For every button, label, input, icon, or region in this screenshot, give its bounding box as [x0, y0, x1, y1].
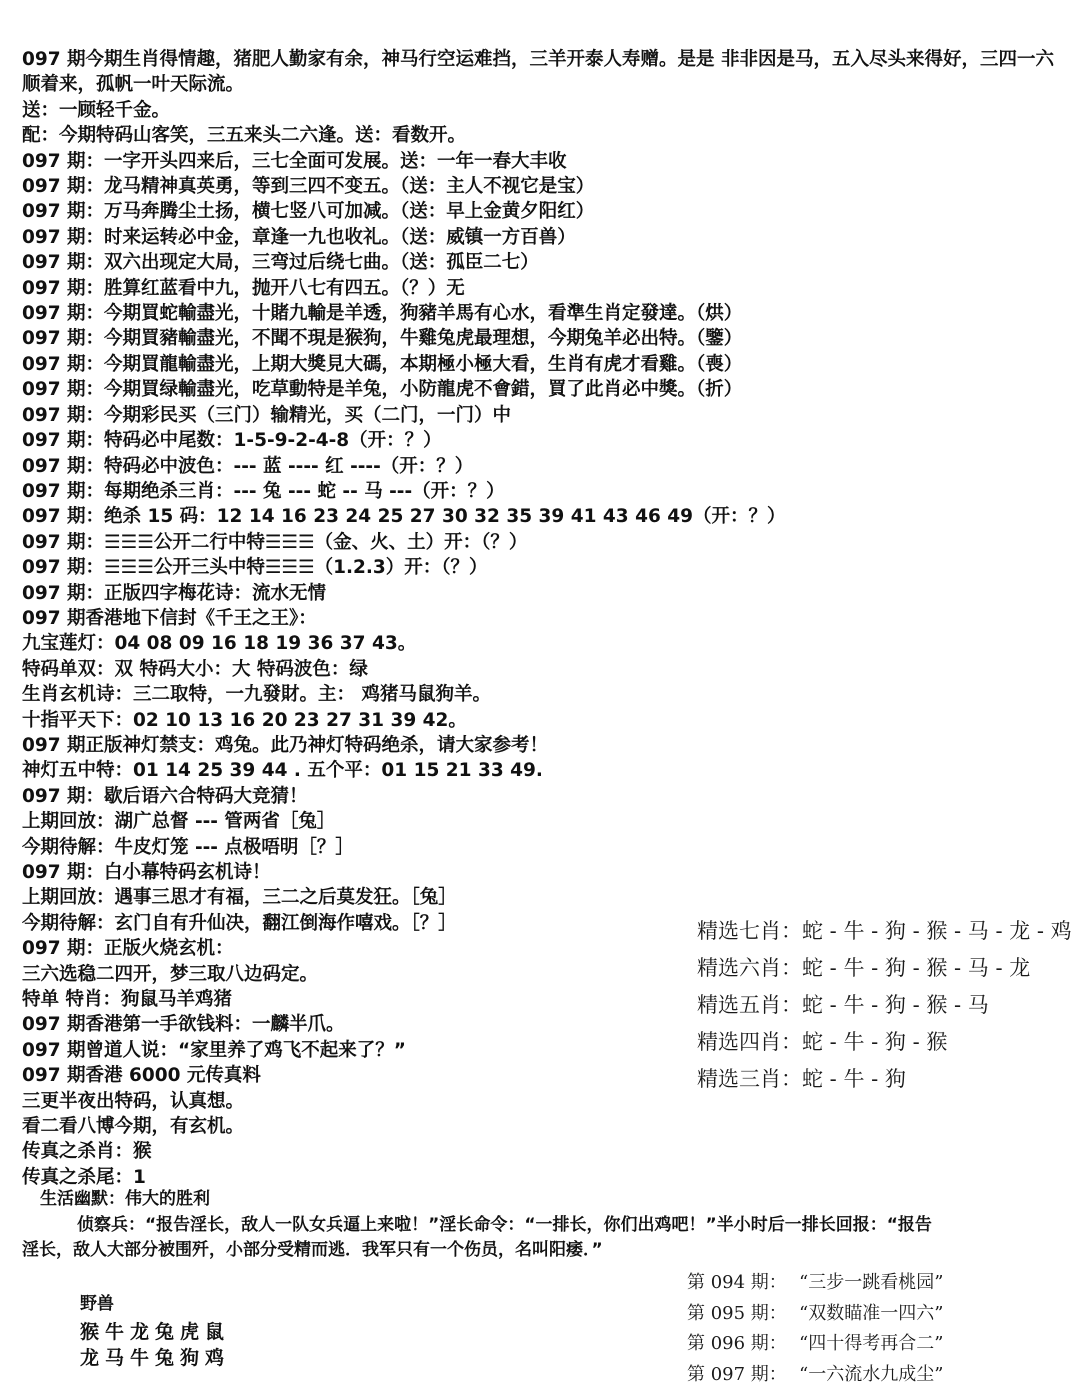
text-line: 097 期：☰☰☰公开二行中特☰☰☰（金、火、土）开：（？）: [22, 531, 528, 553]
text-line: 097 期正版神灯禁支：鸡兔。此乃神灯特码绝杀，请大家参考！: [22, 734, 549, 756]
text-line: 097 期：正版火烧玄机：: [22, 938, 234, 960]
text-line: 097 期：特码必中尾数：1-5-9-2-4-8（开：？）: [22, 430, 442, 452]
text-line: 上期回放：遇事三思才有福，三二之后莫发狂。［兔］: [22, 887, 457, 909]
text-line: 传真之杀尾：1: [22, 1166, 146, 1188]
pick-line: 精选六肖：蛇 - 牛 - 狗 - 猴 - 马 - 龙: [697, 956, 1031, 980]
text-line: 097 期：龙马精神真英勇，等到三四不变五。（送：主人不视它是宝）: [22, 176, 595, 198]
text-line: 097 期曾道人说：“家里养了鸡飞不起来了？”: [22, 1039, 406, 1061]
pick-line: 精选七肖：蛇 - 牛 - 狗 - 猴 - 马 - 龙 - 鸡: [697, 919, 1072, 943]
text-line: 097 期香港第一手欲钱料：一麟半爪。: [22, 1014, 345, 1036]
text-line: 097 期：☰☰☰公开三头中特☰☰☰（1.2.3）开：（？）: [22, 557, 488, 579]
pick-line: 精选四肖：蛇 - 牛 - 狗 - 猴: [697, 1030, 948, 1054]
history-text: “四十得考再合二”: [799, 1333, 944, 1354]
text-line: 097 期香港地下信封《千王之王》：: [22, 607, 317, 629]
text-line: 今期待解：牛皮灯笼 --- 点极唔明［？］: [22, 836, 354, 858]
text-line: 097 期：每期绝杀三肖：--- 兔 --- 蛇 -- 马 ---（开：？）: [22, 480, 505, 502]
beasts-row: 猴牛龙兔虎鼠: [80, 1321, 231, 1343]
text-line: 097 期：今期買绿輸盡光，吃草動特是羊兔，小防龍虎不會錯，買了此肖必中獎。（折）: [22, 379, 743, 401]
text-line: 上期回放：湖广总督 --- 管两省［兔］: [22, 811, 336, 833]
text-line: 097 期：今期彩民买（三门）输精光，买（二门，一门）中: [22, 404, 512, 426]
beasts-row: 龙马牛兔狗鸡: [80, 1347, 231, 1369]
history-period: 第 097 期：: [687, 1363, 787, 1385]
text-line: 097 期：正版四字梅花诗：流水无情: [22, 582, 327, 604]
text-line: 097 期：胜算红蓝看中九，抛开八七有四五。（？）无: [22, 277, 465, 299]
text-line: 三六选稳二四开，梦三取八边码定。: [22, 963, 319, 985]
history-row: [687, 1299, 943, 1330]
humor-body: [22, 1213, 1080, 1263]
text-line: 097 期：绝杀 15 码：12 14 16 23 24 25 27 30 32 35 39 41 43 46 49（开：？）: [22, 506, 786, 528]
history-period: 第 094 期：: [687, 1272, 787, 1293]
text-line: 097 期：今期買豬輸盡光，不聞不現是猴狗，牛雞兔虎最理想，今期兔羊必出特。（鑒）: [22, 328, 743, 350]
text-line: 三更半夜出特码，认真想。: [22, 1090, 245, 1112]
beasts-title: 野兽: [80, 1294, 114, 1314]
history-list: [687, 1268, 943, 1390]
pick-line: 精选五肖：蛇 - 牛 - 狗 - 猴 - 马: [697, 993, 989, 1017]
history-row: [687, 1329, 943, 1360]
history-text: “一六流水九成尘”: [799, 1363, 944, 1385]
history-text: “双数瞄准一四六”: [799, 1302, 944, 1324]
pick-line: 精选三肖：蛇 - 牛 - 狗: [697, 1067, 906, 1091]
history-text: “三步一跳看桃园”: [799, 1272, 944, 1293]
humor-line: 淫长，敌人大部分被围歼，小部分受精而逃．我军只有一个伤员，名叫阳痿．”: [22, 1240, 603, 1260]
history-period: 第 096 期：: [687, 1333, 787, 1354]
text-line: 配：今期特码山客笑，三五来头二六逢。送：看数开。: [22, 125, 467, 147]
text-line: 传真之杀肖：猴: [22, 1141, 152, 1163]
history-period: 第 095 期：: [687, 1302, 787, 1324]
text-line: 今期待解：玄门自有升仙决，翻江倒海作嘻戏。［？］: [22, 912, 457, 934]
humor-line: 侦察兵：“报告淫长，敌人一队女兵逼上来啦！”淫长命令：“一排长，你们出鸡吧！”半小时后一排长回报：“报告: [77, 1215, 932, 1235]
text-line: 097 期：一字开头四来后，三七全面可发展。送：一年一春大丰收: [22, 150, 567, 172]
text-line: 十指平天下：02 10 13 16 20 23 27 31 39 42。: [22, 709, 467, 731]
humor-title: 生活幽默：伟大的胜利: [40, 1189, 210, 1209]
text-line: 097 期：今期買龍輸盡光，上期大獎見大碼，本期極小極大看，生肖有虎才看雞。（喪）: [22, 353, 743, 375]
text-line: 097 期今期生肖得情趣，猪肥人勤家有余，神马行空运难挡，三羊开泰人寿赠。是是 非非因是马，五入尽头来得好，三四一六顺着来，孤帆一叶天际流。: [22, 49, 1055, 96]
text-line: 097 期香港 6000 元传真料: [22, 1065, 261, 1087]
text-line: 097 期：双六出现定大局，三弯过后绕七曲。（送：孤臣二七）: [22, 252, 539, 274]
history-row: [687, 1360, 943, 1391]
text-line: 特码单双：双 特码大小：大 特码波色：绿: [22, 658, 368, 680]
text-line: 097 期：今期買蛇輸盡光，十賭九輸是羊透，狗豬羊馬有心水，看準生肖定發達。（烘）: [22, 303, 743, 325]
text-line: 097 期：特码必中波色：--- 蓝 ---- 红 ----（开：？）: [22, 455, 474, 477]
selected-zodiac-box: [697, 913, 1072, 1098]
text-line: 097 期：白小幕特码玄机诗！: [22, 862, 271, 883]
text-line: 特单 特肖：狗鼠马羊鸡猪: [22, 989, 232, 1011]
text-line: 生肖玄机诗：三二取特，一九發財。主： 鸡猪马鼠狗羊。: [22, 684, 491, 706]
beasts-block: [80, 1289, 265, 1371]
text-line: 神灯五中特：01 14 25 39 44 . 五个平：01 15 21 33 49.: [22, 760, 543, 782]
text-line: 看二看八博今期，有玄机。: [22, 1116, 245, 1138]
text-line: 送：一顾轻千金。: [22, 99, 171, 121]
text-line: 097 期：歇后语六合特码大竞猜！: [22, 785, 308, 807]
history-row: [687, 1268, 943, 1299]
text-line: 九宝莲灯：04 08 09 16 18 19 36 37 43。: [22, 633, 417, 655]
text-line: 097 期：时来运转必中金，章逢一九也收礼。（送：威镇一方百兽）: [22, 226, 576, 248]
text-line: 097 期：万马奔腾尘土扬，横七竖八可加减。（送：早上金黄夕阳红）: [22, 201, 595, 223]
